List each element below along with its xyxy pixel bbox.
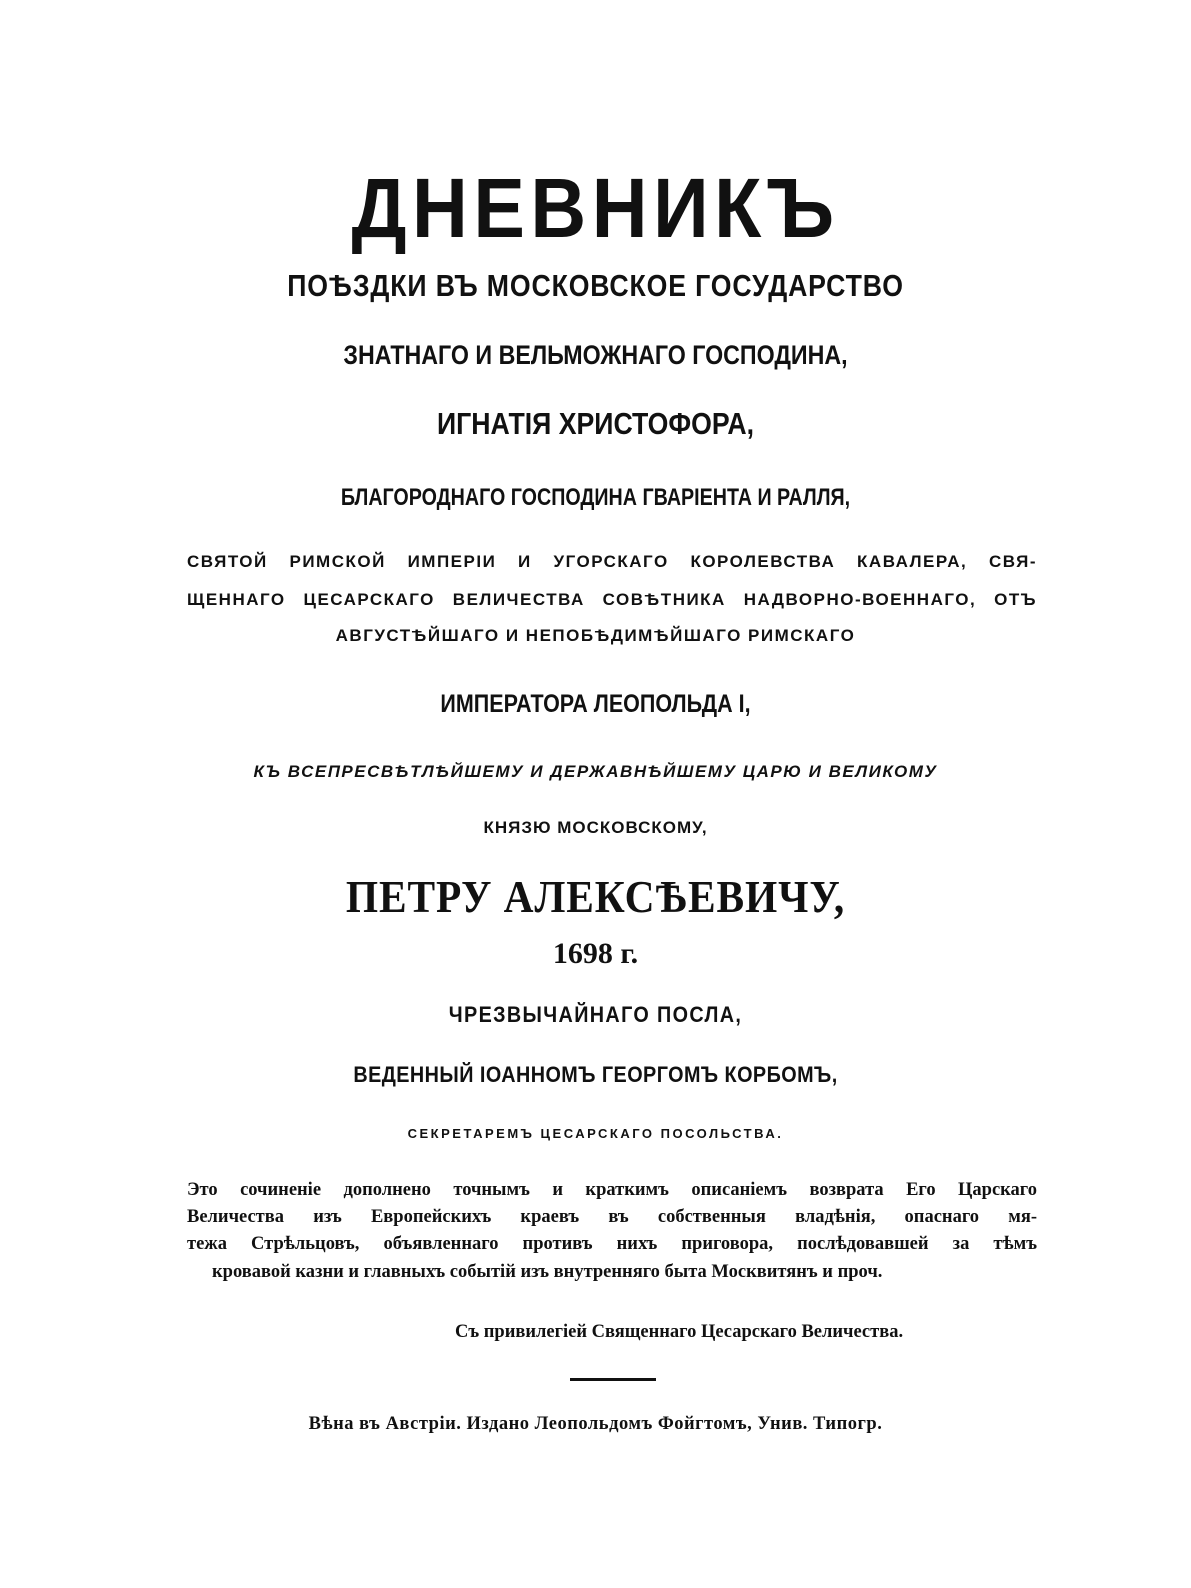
subtitle-line-1: ПОѢЗДКИ ВЪ МОСКОВСКОЕ ГОСУДАРСТВО <box>287 268 904 303</box>
imprint-line: Вѣна въ Австріи. Издано Леопольдомъ Фойгтомъ, Унив. Типогр. <box>308 1414 883 1434</box>
envoy-line: ЧРЕЗВЫЧАЙНАГО ПОСЛА, <box>448 1002 743 1027</box>
publication-year: 1698 г. <box>552 937 639 970</box>
book-title: ДНЕВНИКЪ <box>351 161 840 255</box>
addressee-line-1: КЪ ВСЕПРЕСВѢТЛѢЙШЕМУ И ДЕРЖАВНѢЙШЕМУ ЦАРЮ И ВЕЛИКОМУ <box>253 762 938 781</box>
titles-line-1: СВЯТОЙ РИМСКОЙ ИМПЕРІИ И УГОРСКАГО КОРОЛЕВСТВА КАВАЛЕРА, СВЯ- <box>187 552 1037 571</box>
author-line: ВЕДЕННЫЙ ІОАННОМЪ ГЕОРГОМЪ КОРБОМЪ, <box>353 1062 838 1087</box>
description-line: Это сочиненіе дополнено точнымъ и краткимъ описаніемъ возврата Его Царскаго <box>187 1180 1037 1200</box>
divider-rule <box>570 1378 656 1381</box>
description-line: кровавой казни и главныхъ событій изъ внутренняго быта Москвитянъ и проч. <box>212 1262 883 1282</box>
subtitle-line-2: ЗНАТНАГО И ВЕЛЬМОЖНАГО ГОСПОДИНА, <box>343 340 848 370</box>
titles-line-2: ЩЕННАГО ЦЕСАРСКАГО ВЕЛИЧЕСТВА СОВѢТНИКА НАДВОРНО-ВОЕННАГО, ОТЪ <box>187 590 1037 609</box>
description-line: тежа Стрѣльцовъ, объявленнаго противъ нихъ приговора, послѣдовавшей за тѣмъ <box>187 1234 1037 1254</box>
tsar-name: ПЕТРУ АЛЕКСѢЕВИЧУ, <box>345 871 846 922</box>
emperor-line: ИМПЕРАТОРА ЛЕОПОЛЬДА I, <box>440 690 751 718</box>
titles-line-3: АВГУСТѢЙШАГО И НЕПОБѢДИМѢЙШАГО РИМСКАГО <box>335 626 856 645</box>
subtitle-line-3: БЛАГОРОДНАГО ГОСПОДИНА ГВАРІЕНТА И РАЛЛЯ, <box>340 484 851 511</box>
addressee-line-2: КНЯЗЮ МОСКОВСКОМУ, <box>483 818 708 837</box>
secretary-line: СЕКРЕТАРЕМЪ ЦЕСАРСКАГО ПОСОЛЬСТВА. <box>407 1126 784 1141</box>
description-line: Величества изъ Европейскихъ краевъ въ собственныя владѣнія, опаснаго мя- <box>187 1207 1037 1227</box>
privilege-line: Съ привилегіей Священнаго Цесарскаго Величества. <box>455 1322 904 1342</box>
envoy-name: ИГНАТІЯ ХРИСТОФОРА, <box>437 406 754 441</box>
